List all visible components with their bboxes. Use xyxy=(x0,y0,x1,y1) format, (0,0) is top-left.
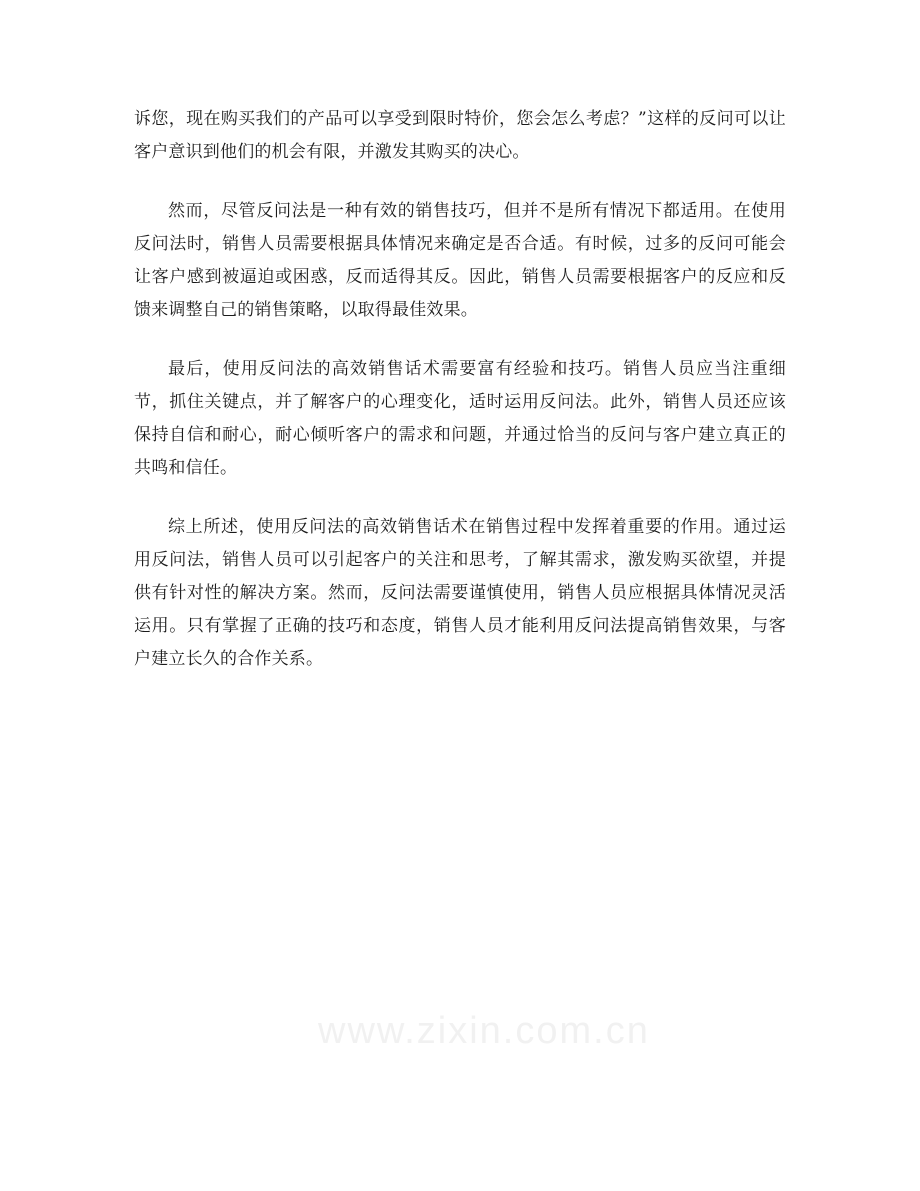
watermark: www.zixin.com.cn xyxy=(318,1010,650,1052)
paragraph-2: 然而，尽管反问法是一种有效的销售技巧，但并不是所有情况下都适用。在使用反问法时，销售人员需要根据具体情况来确定是否合适。有时候，过多的反问可能会让客户感到被逼迫或困惑，反而适得其反。因此，销售人员需要根据客户的反应和反馈来调整自己的销售策略，以取得最佳效果。 xyxy=(134,201,786,320)
paragraph-1: 诉您，现在购买我们的产品可以享受到限时特价，您会怎么考虑？”这样的反问可以让客户意识到他们的机会有限，并激发其购买的决心。 xyxy=(134,109,786,162)
paragraph-4: 综上所述，使用反问法的高效销售话术在销售过程中发挥着重要的作用。通过运用反问法，销售人员可以引起客户的关注和思考，了解其需求，激发购买欲望，并提供有针对性的解决方案。然而，反问法需要谨慎使用，销售人员应根据具体情况灵活运用。只有掌握了正确的技巧和态度，销售人员才能利用反问法提高销售效果，与客户建立长久的合作关系。 xyxy=(134,517,786,669)
document-body xyxy=(134,103,786,702)
paragraph-3: 最后，使用反问法的高效销售话术需要富有经验和技巧。销售人员应当注重细节，抓住关键点，并了解客户的心理变化，适时运用反问法。此外，销售人员还应该保持自信和耐心，耐心倾听客户的需求和问题，并通过恰当的反问与客户建立真正的共鸣和信任。 xyxy=(134,359,786,478)
